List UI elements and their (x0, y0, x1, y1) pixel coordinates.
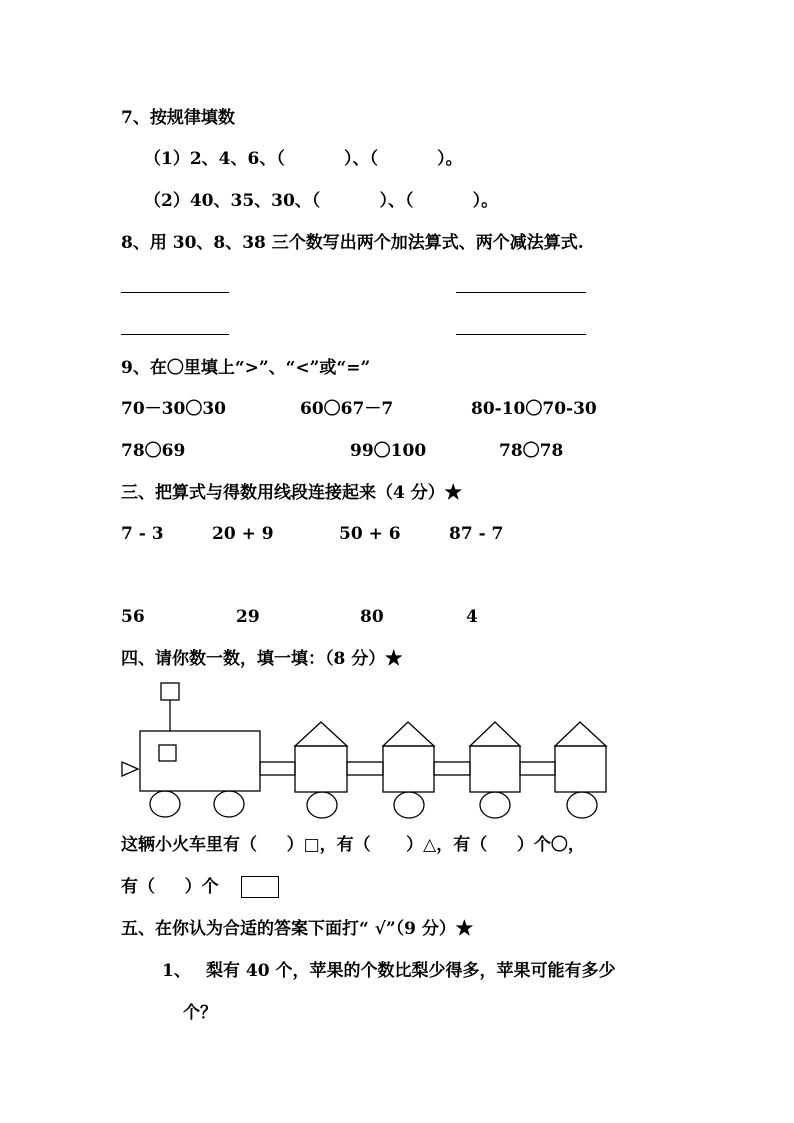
wheel-circle (150, 791, 180, 817)
count-sentence-2: 有（ ）个 (121, 877, 219, 897)
wheel-circle (214, 791, 244, 817)
car-square (555, 746, 606, 792)
q7-line-2: （2）40、35、30、（ ）、（ ）。 (144, 191, 499, 211)
wheel-circle (480, 792, 510, 818)
coupler (520, 762, 555, 775)
chimney-square (161, 683, 179, 700)
compare-item: 99〇100 (350, 441, 427, 461)
expression-item: 7 - 3 (121, 524, 164, 544)
car-roof-triangle (295, 722, 347, 746)
car-square (470, 746, 520, 792)
rectangle-shape-icon (241, 876, 279, 898)
coupler (347, 762, 383, 775)
wheel-circle (567, 792, 597, 818)
question-text: 梨有 40 个，苹果的个数比梨少得多，苹果可能有多少 (206, 961, 616, 981)
car-square (295, 746, 347, 792)
coupler (434, 762, 470, 775)
answer-item: 80 (360, 607, 384, 627)
section-3-title: 三、把算式与得数用线段连接起来（4 分）★ (121, 483, 462, 503)
window-square (159, 745, 176, 761)
compare-item: 60〇67－7 (300, 399, 394, 419)
compare-item: 78〇78 (499, 441, 564, 461)
wheel-circle (394, 792, 424, 818)
expression-item: 50 + 6 (339, 524, 401, 544)
engine-body (140, 731, 260, 791)
answer-item: 4 (466, 607, 478, 627)
q9-title: 9、在〇里填上“>”、“<”或“=” (121, 358, 371, 378)
question-number: 1、 (162, 961, 191, 981)
question-text-continued: 个？ (183, 1003, 217, 1023)
front-triangle (122, 762, 138, 776)
section-4-title: 四、请你数一数，填一填：（8 分）★ (121, 649, 403, 669)
wheel-circle (307, 792, 337, 818)
compare-item: 80-10〇70-30 (471, 399, 597, 419)
car-roof-triangle (470, 722, 520, 746)
coupler (260, 762, 295, 775)
answer-item: 29 (236, 607, 260, 627)
count-sentence-1: 这辆小火车里有（ ）□，有（ ）△，有（ ）个〇， (121, 835, 585, 855)
q8-title: 8、用 30、8、38 三个数写出两个加法算式、两个减法算式. (121, 233, 584, 253)
compare-item: 78〇69 (121, 441, 186, 461)
car-square (383, 746, 434, 792)
expression-item: 20 + 9 (212, 524, 274, 544)
expression-item: 87 - 7 (449, 524, 504, 544)
section-5-title: 五、在你认为合适的答案下面打“ √”（9 分）★ (121, 919, 473, 939)
q7-title: 7、按规律填数 (121, 108, 235, 128)
compare-item: 70－30〇30 (121, 399, 226, 419)
car-roof-triangle (555, 722, 606, 746)
q7-line-1: （1）2、4、6、（ ）、（ ）。 (144, 149, 463, 169)
answer-item: 56 (121, 607, 145, 627)
car-roof-triangle (383, 722, 434, 746)
